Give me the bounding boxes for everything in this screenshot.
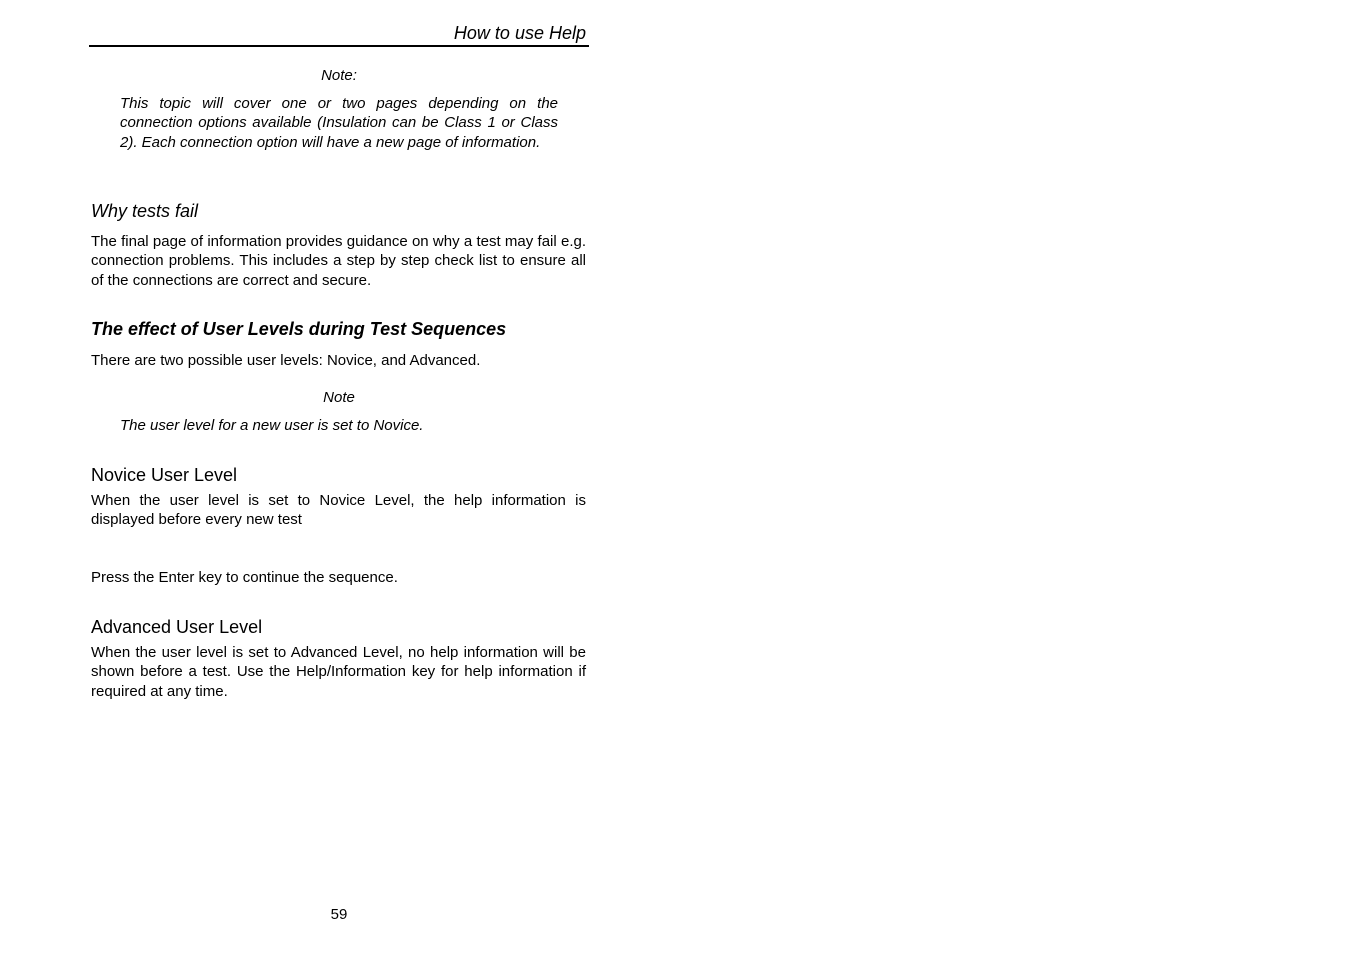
novice-level-heading: Novice User Level xyxy=(91,465,238,485)
user-levels-heading: The effect of User Levels during Test Sequences xyxy=(91,319,507,339)
note-label-2: Note xyxy=(323,389,355,406)
user-levels-paragraph: There are two possible user levels: Novice, and Advanced. xyxy=(91,352,481,369)
why-tests-fail-paragraph: The final page of information provides guidance on why a test may fail e.g. connection problems. This includes a step by step check list to ensure all of the connections are correct and secure. xyxy=(91,233,586,289)
advanced-level-paragraph: When the user level is set to Advanced Level, no help information will be shown before a test. Use the Help/Information key for help information if required at any time. xyxy=(91,644,586,700)
header-divider xyxy=(89,45,589,47)
why-tests-fail-heading: Why tests fail xyxy=(91,201,199,221)
advanced-level-heading: Advanced User Level xyxy=(91,617,263,637)
press-enter-instruction: Press the Enter key to continue the sequence. xyxy=(91,569,398,586)
page-number: 59 xyxy=(330,906,348,923)
novice-level-paragraph: When the user level is set to Novice Level, the help information is displayed before every new test xyxy=(91,492,586,529)
note-text-2: The user level for a new user is set to Novice. xyxy=(120,417,424,434)
note-label: Note: xyxy=(321,67,357,84)
running-header-title: How to use Help xyxy=(453,23,586,43)
note-text: This topic will cover one or two pages depending on the connection options available (Insulation can be Class 1 or Class 2). Each connection option will have a new page of information. xyxy=(120,95,558,151)
